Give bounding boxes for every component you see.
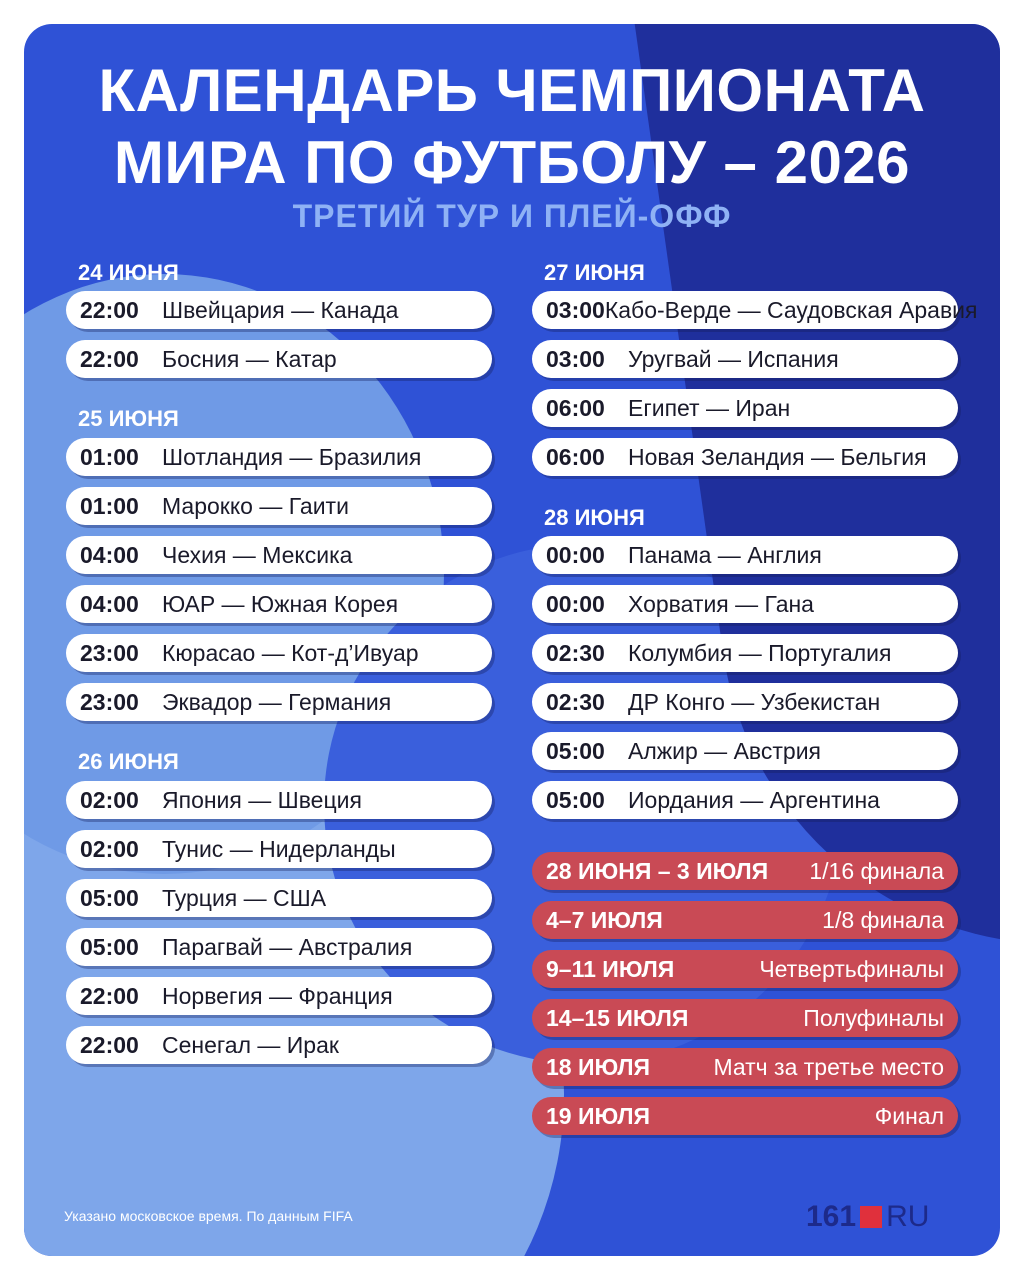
match-row bbox=[66, 683, 492, 721]
match-time: 02:00 bbox=[80, 835, 139, 862]
footnote: Указано московское время. По данным FIFA bbox=[64, 1208, 353, 1224]
match-time: 22:00 bbox=[80, 296, 139, 323]
match-teams: Швейцария — Канада bbox=[162, 296, 399, 323]
stage-name: Полуфиналы bbox=[803, 1004, 944, 1031]
match-time: 04:00 bbox=[80, 541, 139, 568]
match-row bbox=[66, 928, 492, 966]
match-teams: Япония — Швеция bbox=[162, 786, 362, 813]
stage-name: Четвертьфиналы bbox=[759, 955, 944, 982]
title-line-1: КАЛЕНДАРЬ ЧЕМПИОНАТА bbox=[98, 57, 926, 124]
match-teams: ДР Конго — Узбекистан bbox=[628, 688, 881, 715]
match-row bbox=[532, 291, 978, 329]
match-row bbox=[532, 732, 958, 770]
match-time: 02:30 bbox=[546, 639, 605, 666]
match-teams: Эквадор — Германия bbox=[162, 688, 392, 715]
stage-dates: 4–7 ИЮЛЯ bbox=[546, 906, 663, 933]
match-row bbox=[532, 781, 958, 819]
day-heading: 25 ИЮНЯ bbox=[78, 406, 179, 431]
match-time: 03:00 bbox=[546, 345, 605, 372]
match-time: 02:30 bbox=[546, 688, 605, 715]
match-teams: Панама — Англия bbox=[628, 541, 822, 568]
stage-dates: 18 ИЮЛЯ bbox=[546, 1053, 651, 1080]
stage-row bbox=[532, 1097, 958, 1135]
stage-name: 1/16 финала bbox=[809, 857, 944, 884]
poster bbox=[24, 24, 1000, 1256]
match-row bbox=[532, 683, 958, 721]
match-row bbox=[532, 585, 958, 623]
match-time: 04:00 bbox=[80, 590, 139, 617]
match-row bbox=[532, 340, 958, 378]
day-heading: 27 ИЮНЯ bbox=[544, 260, 645, 285]
match-teams: Колумбия — Португалия bbox=[628, 639, 892, 666]
match-row bbox=[66, 781, 492, 819]
match-time: 06:00 bbox=[546, 394, 605, 421]
match-row bbox=[66, 1026, 492, 1064]
match-row bbox=[532, 438, 958, 476]
match-row bbox=[532, 634, 958, 672]
stage-row bbox=[532, 901, 958, 939]
match-time: 06:00 bbox=[546, 443, 605, 470]
stage-name: Финал bbox=[874, 1102, 944, 1129]
match-time: 05:00 bbox=[80, 884, 139, 911]
stage-row bbox=[532, 999, 958, 1037]
match-teams: Шотландия — Бразилия bbox=[162, 443, 422, 470]
brand-logo bbox=[806, 1200, 929, 1234]
match-teams: Кабо-Верде — Саудовская Аравия bbox=[604, 296, 978, 323]
match-teams: Марокко — Гаити bbox=[162, 492, 349, 519]
stage-name: 1/8 финала bbox=[822, 906, 944, 933]
match-time: 01:00 bbox=[80, 492, 139, 519]
match-teams: Уругвай — Испания bbox=[628, 345, 839, 372]
match-teams: Тунис — Нидерланды bbox=[162, 835, 396, 862]
match-teams: Норвегия — Франция bbox=[162, 982, 393, 1009]
stage-dates: 28 ИЮНЯ – 3 ИЮЛЯ bbox=[546, 857, 769, 884]
match-time: 05:00 bbox=[546, 737, 605, 764]
match-time: 23:00 bbox=[80, 639, 139, 666]
match-time: 01:00 bbox=[80, 443, 139, 470]
day-heading: 26 ИЮНЯ bbox=[78, 749, 179, 774]
stage-dates: 9–11 ИЮЛЯ bbox=[546, 955, 675, 982]
match-time: 22:00 bbox=[80, 982, 139, 1009]
match-row bbox=[66, 536, 492, 574]
match-row bbox=[532, 536, 958, 574]
logo-number: 161 bbox=[806, 1200, 857, 1233]
subtitle: ТРЕТИЙ ТУР И ПЛЕЙ-ОФФ bbox=[292, 198, 732, 234]
match-row bbox=[66, 487, 492, 525]
match-time: 02:00 bbox=[80, 786, 139, 813]
match-time: 00:00 bbox=[546, 541, 605, 568]
match-time: 03:00 bbox=[546, 296, 605, 323]
match-time: 22:00 bbox=[80, 1031, 139, 1058]
match-teams: Парагвай — Австралия bbox=[162, 933, 413, 960]
stage-row bbox=[532, 852, 958, 890]
match-row bbox=[66, 438, 492, 476]
match-row bbox=[532, 389, 958, 427]
match-teams: ЮАР — Южная Корея bbox=[162, 590, 399, 617]
match-time: 05:00 bbox=[546, 786, 605, 813]
stage-dates: 14–15 ИЮЛЯ bbox=[546, 1004, 689, 1031]
match-time: 05:00 bbox=[80, 933, 139, 960]
match-teams: Чехия — Мексика bbox=[162, 541, 353, 568]
logo-ru: RU bbox=[886, 1200, 930, 1233]
match-row bbox=[66, 830, 492, 868]
match-teams: Египет — Иран bbox=[628, 394, 791, 421]
stage-dates: 19 ИЮЛЯ bbox=[546, 1102, 651, 1129]
day-heading: 24 ИЮНЯ bbox=[78, 260, 179, 285]
match-row bbox=[66, 585, 492, 623]
match-teams: Сенегал — Ирак bbox=[162, 1031, 339, 1058]
match-teams: Хорватия — Гана bbox=[628, 590, 814, 617]
match-teams: Турция — США bbox=[162, 884, 327, 911]
match-teams: Новая Зеландия — Бельгия bbox=[628, 443, 927, 470]
match-teams: Кюрасао — Кот-д’Ивуар bbox=[162, 639, 419, 666]
day-heading: 28 ИЮНЯ bbox=[544, 505, 645, 530]
match-row bbox=[66, 634, 492, 672]
stage-row bbox=[532, 950, 958, 988]
match-teams: Иордания — Аргентина bbox=[628, 786, 880, 813]
stage-row bbox=[532, 1048, 958, 1086]
stage-name: Матч за третье место bbox=[713, 1053, 944, 1080]
match-teams: Алжир — Австрия bbox=[628, 737, 821, 764]
match-teams: Босния — Катар bbox=[162, 345, 337, 372]
logo-square-icon bbox=[860, 1206, 882, 1228]
match-time: 23:00 bbox=[80, 688, 139, 715]
match-row bbox=[66, 340, 492, 378]
match-row bbox=[66, 977, 492, 1015]
title-line-2: МИРА ПО ФУТБОЛУ – 2026 bbox=[113, 129, 911, 196]
match-time: 22:00 bbox=[80, 345, 139, 372]
match-row bbox=[66, 879, 492, 917]
match-time: 00:00 bbox=[546, 590, 605, 617]
match-row bbox=[66, 291, 492, 329]
